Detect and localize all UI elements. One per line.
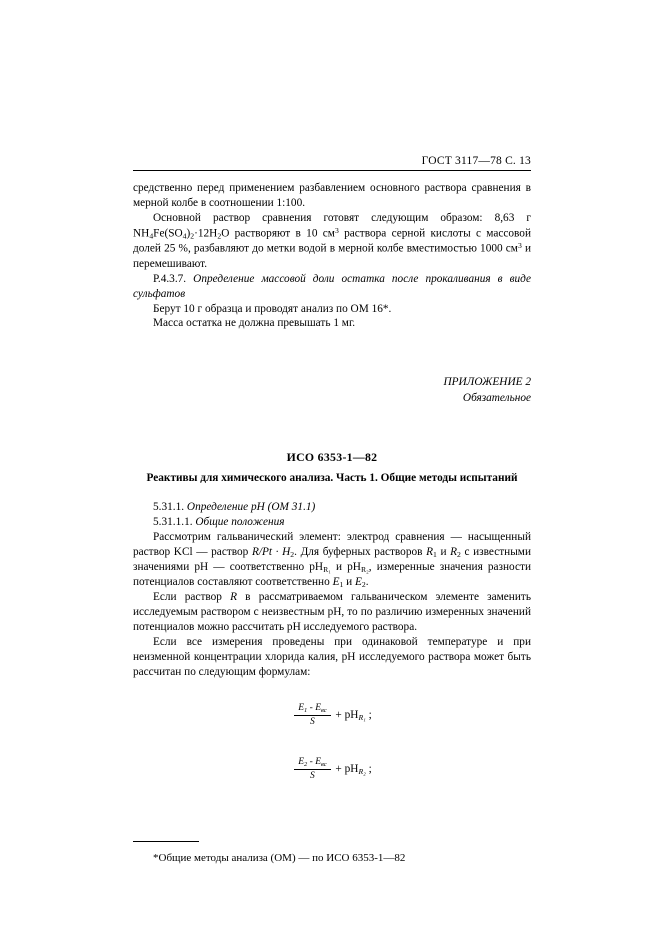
f2-n2s: вс [321, 760, 327, 768]
f1-n1: E [298, 702, 305, 713]
f1-n1s: 1 [304, 706, 308, 714]
formula-2-ph: + pH [332, 762, 359, 775]
paragraph-4 [133, 316, 531, 331]
paragraph-4-text: Масса остатка не должна превышать 1 мг. [153, 317, 356, 330]
paragraph-2 [133, 211, 531, 272]
clause-5311-number: 5.31.1. [153, 500, 185, 513]
p2-sup1: 3 [334, 225, 339, 235]
paragraph-1 [133, 181, 531, 211]
formula-2-block [133, 750, 531, 788]
f1-n2: E [315, 702, 322, 713]
formula-1-block [133, 696, 531, 734]
formula-2-end: ; [365, 762, 372, 775]
p5-t2: R/Pt · [251, 545, 283, 558]
formula-2-fraction [294, 757, 330, 781]
p2-t1: Основной раствор сравнения готовят следующим образом: 8,63 г NH [133, 211, 531, 240]
footnote-divider [133, 841, 199, 842]
f2-n1s: 2 [304, 760, 308, 768]
spacer-3 [133, 484, 531, 500]
clause-5311 [133, 500, 531, 515]
f2-n2: E [315, 757, 322, 768]
p5-t1: Рассмотрим гальванический элемент: электрод сравнения — насыщенный раствор KCl — раствор [133, 530, 531, 558]
p5-t5: R [426, 545, 433, 558]
clause-53111 [133, 515, 531, 530]
p2-t6: раствора серной кислоты с массовой долей 25 %, разбавляют до метки водой в мерной колбе вместимостью 1000 см [133, 227, 531, 255]
p5-s7: 2 [361, 580, 366, 590]
p5-s1: 2 [290, 549, 295, 559]
p6-t1: Если раствор [153, 591, 231, 604]
iso-subtitle: Реактивы для химического анализа. Часть 1. Общие методы испытаний [146, 471, 518, 484]
formula-2 [292, 757, 372, 781]
p2-t7: и перемешивают. [133, 242, 532, 270]
clause-heading [133, 272, 531, 302]
p6-t2: R [230, 591, 238, 604]
formula-2-ph-sub: R₂ [358, 767, 366, 777]
page-content [133, 155, 531, 864]
clause-53111-number: 5.31.1.1. [153, 515, 193, 528]
f1-n2s: вс [321, 706, 327, 714]
f2-n1: E [298, 757, 305, 768]
paragraph-7 [133, 635, 531, 680]
formula-1-ph-sub: R₁ [358, 712, 366, 722]
p5-t7: R [450, 545, 458, 558]
paragraph-3-text: Берут 10 г образца и проводят анализ по ОМ 16*. [153, 302, 392, 315]
formula-2-denominator: S [310, 771, 315, 782]
p2-s1: 4 [149, 231, 154, 241]
footnote-text: *Общие методы анализа (ОМ) — по ИСО 6353-1—82 [153, 851, 406, 864]
iso-title: ИСО 6353-1—82 [286, 449, 378, 464]
f2-minus: - [307, 757, 316, 768]
paragraph-5 [133, 530, 531, 591]
formula-1 [292, 703, 372, 727]
clause-title: Определение массовой доли остатка после прокаливания в виде сульфатов [133, 272, 531, 300]
footnote-section [133, 841, 531, 864]
p5-t8: с известными значениями pH — соответственно pH [133, 545, 531, 573]
annex-subtitle: Обязательное [462, 391, 531, 404]
f1-minus: - [307, 702, 316, 713]
paragraph-3 [133, 302, 531, 317]
p5-t6: и [436, 545, 451, 558]
paragraph-1-text: средственно перед применением разбавлением основного раствора сравнения в мерной колбе в соотношении 1:100. [133, 182, 531, 209]
p5-t11: E [332, 576, 340, 589]
p2-s4: 2 [217, 231, 222, 241]
page-header: ГОСТ 3117—78 С. 13 [421, 155, 531, 167]
p5-s6: 1 [339, 580, 344, 590]
p5-s3: 2 [457, 549, 461, 559]
formula-1-end: ; [365, 708, 372, 721]
p5-t4: . Для буферных растворов [294, 545, 427, 558]
p2-t2: Fe(SO [153, 227, 183, 240]
spacer-2 [133, 406, 531, 450]
paragraph-6 [133, 590, 531, 635]
p5-t9: и pH [330, 560, 361, 573]
formula-1-fraction [294, 703, 330, 727]
p2-t5: O растворяют в 10 см [221, 227, 335, 240]
p2-t3: ) [186, 227, 191, 240]
p5-s5: R₂ [360, 564, 369, 574]
annex-title: ПРИЛОЖЕНИЕ 2 [443, 376, 531, 389]
p2-sup2: 3 [517, 241, 522, 251]
p5-s4: R₁ [323, 564, 331, 574]
formula-2-numerator [294, 757, 330, 770]
p5-t10: , измеренные значения разности потенциалов составляют соответственно [133, 560, 531, 589]
formula-1-numerator [294, 703, 330, 716]
p6-t3: в рассматриваемом гальваническом элементе заменить исследуемым раствором с неизвестным pH, то по различию измеренных значений потенциалов можно рассчитать pH исследуемого раствора. [133, 591, 531, 634]
clause-53111-title: Общие положения [195, 515, 285, 528]
p2-s2: 4 [182, 231, 187, 241]
p5-s2: 1 [432, 549, 437, 559]
header-divider [133, 170, 531, 171]
p2-t4: ·12H [194, 227, 218, 240]
clause-number: Р.4.3.7. [153, 272, 187, 285]
clause-5311-title: Определение pH (ОМ 31.1) [186, 500, 316, 513]
p5-t14: . [365, 576, 369, 589]
formula-1-denominator: S [310, 716, 315, 727]
p5-t13: E [355, 576, 362, 589]
spacer-1 [133, 331, 531, 375]
p2-s3: 2 [190, 231, 195, 241]
paragraph-7-text: Если все измерения проведены при одинаковой температуре и при неизменной концентрации хлорида калия, pH исследуемого раствора может быть рассчитан по следующим формулам: [133, 636, 531, 678]
p5-t3: H [282, 545, 291, 558]
formula-1-ph: + pH [332, 708, 359, 721]
p5-t12: и [343, 576, 356, 589]
